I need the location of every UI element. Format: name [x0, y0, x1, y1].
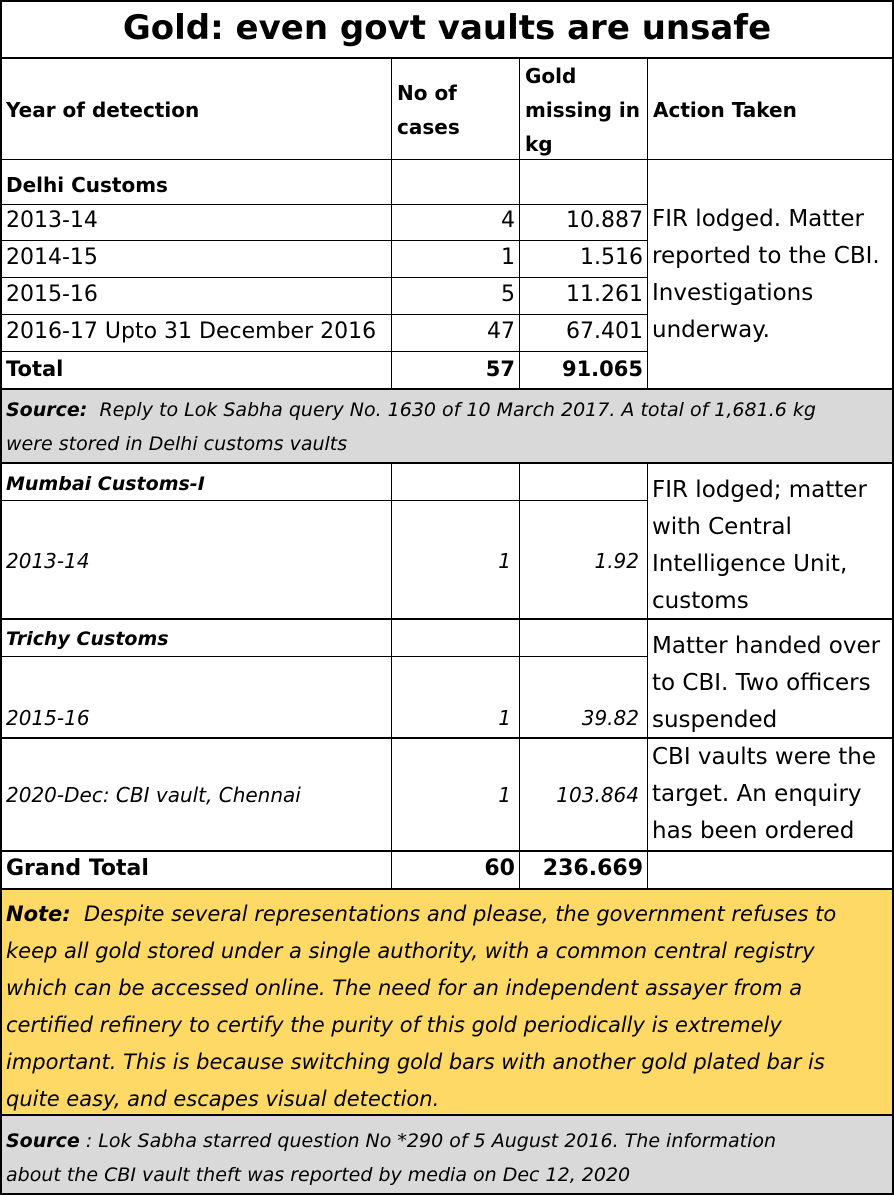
mumbai-action-line: Intelligence Unit, — [652, 551, 848, 577]
header-year: Year of detection — [6, 98, 200, 122]
delhi-source-label: Source: — [6, 399, 88, 421]
note-line: which can be accessed online. The need for an independent assayer from a — [6, 976, 803, 1000]
footer-source-label: Source — [6, 1130, 80, 1152]
delhi-source-text: Reply to Lok Sabha query No. 1630 of 10 March 2017. A total of 1,681.6 kg — [99, 399, 816, 421]
header-gold-line1: Gold — [525, 64, 577, 88]
delhi-row-cases: 4 — [501, 208, 515, 233]
cbi-row-kg: 103.864 — [556, 783, 639, 807]
delhi-row-cases: 47 — [487, 319, 515, 344]
trichy-row-cases: 1 — [498, 706, 511, 730]
header-gold-line2: missing in — [525, 98, 640, 122]
page-title: Gold: even govt vaults are unsafe — [122, 8, 772, 48]
trichy-row-year: 2015-16 — [6, 706, 90, 730]
delhi-row-kg: 67.401 — [566, 319, 643, 344]
trichy-section-title: Trichy Customs — [6, 628, 169, 650]
cbi-action-line: CBI vaults were the — [652, 744, 877, 770]
mumbai-section-title: Mumbai Customs-I — [6, 473, 205, 495]
note-line: certified refinery to certify the purity of this gold periodically is extremely — [6, 1013, 782, 1037]
delhi-total-cases: 57 — [485, 357, 515, 381]
delhi-row-year: 2013-14 — [6, 208, 98, 233]
delhi-row-cases: 5 — [501, 282, 515, 307]
delhi-row-kg: 11.261 — [566, 282, 643, 307]
delhi-row-kg: 1.516 — [580, 245, 643, 270]
delhi-row-cases: 1 — [501, 245, 515, 270]
footer-source-text: : Lok Sabha starred question No *290 of 5 August 2016. The information — [85, 1130, 777, 1152]
mumbai-row-cases: 1 — [498, 549, 511, 573]
delhi-source-line2: were stored in Delhi customs vaults — [6, 433, 348, 455]
cbi-row-cases: 1 — [498, 783, 511, 807]
footer-source-line1 — [6, 1124, 776, 1158]
header-action: Action Taken — [653, 98, 797, 122]
mumbai-action-line: customs — [652, 588, 749, 614]
note-line: keep all gold stored under a single authority, with a common central registry — [6, 939, 815, 963]
mumbai-action-line: FIR lodged; matter — [652, 477, 867, 503]
trichy-action-line: to CBI. Two officers — [652, 670, 871, 696]
note-line1 — [6, 896, 836, 933]
cbi-action-line: target. An enquiry — [652, 781, 862, 807]
header-cases-line1: No of — [397, 81, 457, 105]
note-label: Note: — [6, 902, 71, 926]
delhi-row-kg: 10.887 — [566, 208, 643, 233]
footer-source-line2: about the CBI vault theft was reported by media on Dec 12, 2020 — [6, 1164, 631, 1186]
delhi-action-line: underway. — [652, 317, 770, 343]
delhi-row-year: 2016-17 Upto 31 December 2016 — [6, 319, 377, 344]
delhi-row-year: 2014-15 — [6, 245, 98, 270]
cbi-action-line: has been ordered — [652, 818, 855, 844]
grand-total-kg: 236.669 — [542, 856, 643, 881]
mumbai-row-kg: 1.92 — [594, 549, 639, 573]
delhi-total-label: Total — [6, 357, 64, 381]
trichy-action-line: Matter handed over — [652, 633, 881, 659]
delhi-source-line1 — [6, 393, 816, 427]
delhi-row-year: 2015-16 — [6, 282, 98, 307]
note-text: Despite several representations and please, the government refuses to — [84, 902, 837, 926]
note-line: quite easy, and escapes visual detection. — [6, 1087, 440, 1111]
mumbai-action-line: with Central — [652, 514, 792, 540]
grand-total-cases: 60 — [484, 856, 515, 881]
delhi-action-line: FIR lodged. Matter — [652, 206, 864, 232]
header-gold-line3: kg — [525, 132, 553, 156]
delhi-action-line: reported to the CBI. — [652, 243, 880, 269]
header-cases-line2: cases — [397, 115, 460, 139]
trichy-action-line: suspended — [652, 707, 778, 733]
grand-total-label: Grand Total — [6, 856, 149, 881]
delhi-total-kg: 91.065 — [561, 357, 643, 381]
delhi-action-line: Investigations — [652, 280, 814, 306]
mumbai-row-year: 2013-14 — [6, 549, 90, 573]
trichy-row-kg: 39.82 — [581, 706, 639, 730]
delhi-section-title: Delhi Customs — [6, 173, 168, 197]
note-line: important. This is because switching gold bars with another gold plated bar is — [6, 1050, 825, 1074]
cbi-row-year: 2020-Dec: CBI vault, Chennai — [6, 783, 301, 807]
